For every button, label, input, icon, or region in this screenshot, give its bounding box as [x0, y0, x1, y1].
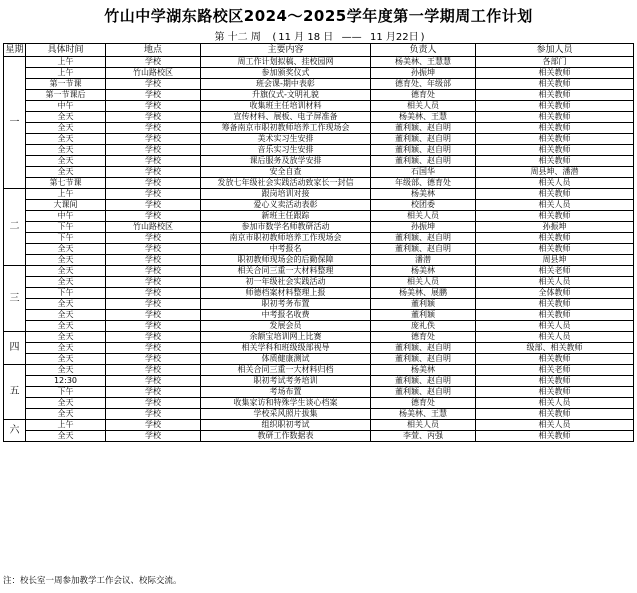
cell-place: 学校 — [106, 112, 201, 123]
cell-place: 学校 — [106, 90, 201, 101]
table-row — [4, 365, 634, 376]
table-row — [4, 90, 634, 101]
cell-time: 全天 — [26, 299, 106, 310]
cell-time: 全天 — [26, 244, 106, 255]
cell-participants: 相关人员 — [476, 321, 634, 332]
cell-time: 下午 — [26, 387, 106, 398]
cell-time: 全天 — [26, 134, 106, 145]
cell-content: 职初考试考务培训 — [201, 376, 371, 387]
cell-place: 竹山路校区 — [106, 222, 201, 233]
cell-content: 发放七年级社会实践活动致家长一封信 — [201, 178, 371, 189]
cell-time: 下午 — [26, 233, 106, 244]
cell-participants: 相关教师 — [476, 431, 634, 442]
week-number: 第 十二 周 — [214, 32, 261, 43]
table-row — [4, 354, 634, 365]
day-label: 四 — [4, 332, 26, 365]
cell-content: 音乐实习生安排 — [201, 145, 371, 156]
cell-owner: 相关人员 — [371, 277, 476, 288]
cell-time: 上午 — [26, 189, 106, 200]
cell-time: 全天 — [26, 277, 106, 288]
cell-place: 学校 — [106, 354, 201, 365]
page-title: 竹山中学湖东路校区2024～2025学年度第一学期周工作计划 — [104, 7, 533, 25]
cell-owner: 杨美林、王慧慧 — [371, 57, 476, 68]
day-label: 三 — [4, 266, 26, 332]
cell-participants: 相关人员 — [476, 332, 634, 343]
table-row — [4, 376, 634, 387]
table-row — [4, 431, 634, 442]
cell-time: 12:30 — [26, 376, 106, 387]
cell-participants: 相关人员 — [476, 398, 634, 409]
header-participants: 参加人员 — [476, 44, 634, 57]
day-label: 五 — [4, 365, 26, 420]
cell-content: 职初考务布置 — [201, 299, 371, 310]
cell-content: 相关合同三重一大材料归档 — [201, 365, 371, 376]
header-time: 具体时间 — [26, 44, 106, 57]
cell-participants: 周县坤 — [476, 255, 634, 266]
cell-time: 中午 — [26, 211, 106, 222]
cell-owner: 德育处 — [371, 90, 476, 101]
cell-content: 体质健康测试 — [201, 354, 371, 365]
cell-time: 全天 — [26, 145, 106, 156]
cell-place: 学校 — [106, 167, 201, 178]
table-row — [4, 134, 634, 145]
cell-time: 全天 — [26, 156, 106, 167]
cell-place: 学校 — [106, 288, 201, 299]
cell-place: 学校 — [106, 244, 201, 255]
cell-time: 第一节课 — [26, 79, 106, 90]
cell-content: 升旗仪式-文明礼貌 — [201, 90, 371, 101]
table-row — [4, 266, 634, 277]
cell-participants: 周县坤、潘潜 — [476, 167, 634, 178]
cell-content: 美术实习生安排 — [201, 134, 371, 145]
table-row — [4, 255, 634, 266]
table-row — [4, 332, 634, 343]
week-separator: —— — [341, 32, 362, 43]
cell-time: 全天 — [26, 112, 106, 123]
cell-owner: 孙振坤 — [371, 222, 476, 233]
table-row — [4, 189, 634, 200]
cell-place: 学校 — [106, 79, 201, 90]
cell-content: 相关合同三重一大材料整理 — [201, 266, 371, 277]
cell-participants: 级部、相关教师 — [476, 343, 634, 354]
cell-time: 大课间 — [26, 200, 106, 211]
cell-owner: 相关人员 — [371, 211, 476, 222]
cell-participants: 相关教师 — [476, 101, 634, 112]
cell-participants: 相关教师 — [476, 244, 634, 255]
cell-participants: 各部门 — [476, 57, 634, 68]
cell-place: 学校 — [106, 123, 201, 134]
table-row — [4, 68, 634, 79]
cell-owner: 石国华 — [371, 167, 476, 178]
cell-owner: 董利颖、赵自明 — [371, 354, 476, 365]
cell-time: 全天 — [26, 266, 106, 277]
day-label: 二 — [4, 189, 26, 266]
table-row — [4, 145, 634, 156]
cell-time: 全天 — [26, 431, 106, 442]
cell-participants: 相关教师 — [476, 409, 634, 420]
cell-place: 学校 — [106, 365, 201, 376]
cell-time: 下午 — [26, 288, 106, 299]
cell-content: 收集家访和特殊学生谈心档案 — [201, 398, 371, 409]
cell-place: 学校 — [106, 266, 201, 277]
cell-content: 中考报名 — [201, 244, 371, 255]
table-row — [4, 222, 634, 233]
table-row — [4, 156, 634, 167]
cell-participants: 相关教师 — [476, 90, 634, 101]
day-label: 六 — [4, 420, 26, 442]
table-row — [4, 321, 634, 332]
cell-owner: 孙振坤 — [371, 68, 476, 79]
cell-participants: 相关教师 — [476, 233, 634, 244]
cell-place: 学校 — [106, 310, 201, 321]
table-row — [4, 343, 634, 354]
cell-time: 全天 — [26, 343, 106, 354]
cell-time: 全天 — [26, 321, 106, 332]
table-row — [4, 288, 634, 299]
cell-owner: 杨美林 — [371, 365, 476, 376]
cell-participants: 相关教师 — [476, 310, 634, 321]
cell-place: 学校 — [106, 332, 201, 343]
week-end: 11 月22日 — [369, 32, 419, 43]
cell-content: 相关学科和班级级部视导 — [201, 343, 371, 354]
header-place: 地点 — [106, 44, 201, 57]
cell-content: 班会课-期中表彰 — [201, 79, 371, 90]
table-row — [4, 387, 634, 398]
cell-owner: 杨美林 — [371, 189, 476, 200]
cell-content: 中考报名收费 — [201, 310, 371, 321]
cell-content: 职初教师现场会的后勤保障 — [201, 255, 371, 266]
cell-owner: 杨美林、展鹏 — [371, 288, 476, 299]
cell-owner: 杨美林、王慧 — [371, 409, 476, 420]
cell-place: 学校 — [106, 189, 201, 200]
cell-time: 第一节课后 — [26, 90, 106, 101]
cell-content: 安全自查 — [201, 167, 371, 178]
cell-time: 中午 — [26, 101, 106, 112]
cell-participants: 孙振坤 — [476, 222, 634, 233]
cell-participants: 相关教师 — [476, 145, 634, 156]
cell-content: 跟岗培训对接 — [201, 189, 371, 200]
footnote: 注：校长室一周参加教学工作会议、校际交流。 — [3, 576, 182, 586]
week-range: 第 十二 周 ( 11 月 18 日 —— 11 月22日 ) — [214, 32, 425, 43]
cell-owner: 董利颖、赵自明 — [371, 376, 476, 387]
cell-participants: 相关人员 — [476, 178, 634, 189]
header-owner: 负责人 — [371, 44, 476, 57]
cell-time: 第七节课 — [26, 178, 106, 189]
cell-place: 学校 — [106, 200, 201, 211]
cell-place: 学校 — [106, 431, 201, 442]
cell-participants: 相关教师 — [476, 156, 634, 167]
cell-place: 学校 — [106, 178, 201, 189]
cell-owner: 杨美林 — [371, 266, 476, 277]
table-row — [4, 57, 634, 68]
cell-place: 学校 — [106, 299, 201, 310]
cell-owner: 庞礼佚 — [371, 321, 476, 332]
day-label: 一 — [4, 57, 26, 189]
cell-time: 全天 — [26, 409, 106, 420]
cell-owner: 董利颖、赵自明 — [371, 387, 476, 398]
cell-owner: 年级部、德育处 — [371, 178, 476, 189]
cell-place: 学校 — [106, 398, 201, 409]
cell-content: 筹备南京市职初教师培养工作现场会 — [201, 123, 371, 134]
table-row — [4, 123, 634, 134]
cell-place: 学校 — [106, 343, 201, 354]
cell-place: 学校 — [106, 255, 201, 266]
cell-place: 学校 — [106, 420, 201, 431]
cell-content: 考场布置 — [201, 387, 371, 398]
cell-participants: 相关人员 — [476, 277, 634, 288]
table-row — [4, 277, 634, 288]
cell-place: 学校 — [106, 387, 201, 398]
cell-participants: 全体教师 — [476, 288, 634, 299]
table-row — [4, 101, 634, 112]
cell-owner: 德育处 — [371, 332, 476, 343]
cell-participants: 相关教师 — [476, 376, 634, 387]
cell-owner: 潘潜 — [371, 255, 476, 266]
cell-participants: 相关教师 — [476, 79, 634, 90]
cell-time: 全天 — [26, 310, 106, 321]
cell-place: 学校 — [106, 145, 201, 156]
cell-content: 参加市数学名师教研活动 — [201, 222, 371, 233]
cell-content: 周工作计划拟稿、挂校园网 — [201, 57, 371, 68]
cell-owner: 董利颖、赵自明 — [371, 134, 476, 145]
cell-participants: 相关教师 — [476, 354, 634, 365]
cell-place: 学校 — [106, 57, 201, 68]
cell-content: 新班主任跟踪 — [201, 211, 371, 222]
cell-content: 收集班主任培训材料 — [201, 101, 371, 112]
cell-owner: 德育处 — [371, 398, 476, 409]
cell-owner: 杨美林、王慧 — [371, 112, 476, 123]
cell-participants: 相关教师 — [476, 123, 634, 134]
cell-place: 竹山路校区 — [106, 68, 201, 79]
cell-participants: 相关人员 — [476, 200, 634, 211]
cell-content: 发展会员 — [201, 321, 371, 332]
schedule-body — [4, 57, 634, 442]
cell-time: 全天 — [26, 167, 106, 178]
cell-time: 全天 — [26, 398, 106, 409]
cell-place: 学校 — [106, 277, 201, 288]
table-row — [4, 233, 634, 244]
cell-owner: 李萱、丙强 — [371, 431, 476, 442]
cell-content: 师德档案材料整理上报 — [201, 288, 371, 299]
cell-time: 全天 — [26, 365, 106, 376]
cell-content: 宣传材料、展板、电子屏准备 — [201, 112, 371, 123]
schedule-table — [3, 43, 634, 442]
cell-participants: 相关教师 — [476, 211, 634, 222]
cell-place: 学校 — [106, 233, 201, 244]
cell-content: 爱心义卖活动表彰 — [201, 200, 371, 211]
cell-content: 余额宝培训网上比赛 — [201, 332, 371, 343]
cell-time: 上午 — [26, 420, 106, 431]
cell-participants: 相关教师 — [476, 112, 634, 123]
cell-participants: 相关教师 — [476, 134, 634, 145]
cell-time: 上午 — [26, 57, 106, 68]
cell-participants: 相关老师 — [476, 365, 634, 376]
cell-place: 学校 — [106, 321, 201, 332]
header-row — [4, 44, 634, 57]
cell-owner: 董利颖 — [371, 310, 476, 321]
table-row — [4, 79, 634, 90]
cell-place: 学校 — [106, 101, 201, 112]
cell-place: 学校 — [106, 211, 201, 222]
cell-place: 学校 — [106, 134, 201, 145]
cell-time: 全天 — [26, 354, 106, 365]
cell-participants: 相关教师 — [476, 299, 634, 310]
table-row — [4, 244, 634, 255]
cell-owner: 董利颖、赵自明 — [371, 343, 476, 354]
table-row — [4, 310, 634, 321]
table-row — [4, 200, 634, 211]
table-row — [4, 409, 634, 420]
cell-owner: 董利颖、赵自明 — [371, 233, 476, 244]
cell-time: 上午 — [26, 68, 106, 79]
table-row — [4, 167, 634, 178]
cell-participants: 相关人员 — [476, 420, 634, 431]
cell-owner: 董利颖、赵自明 — [371, 244, 476, 255]
cell-participants: 相关教师 — [476, 68, 634, 79]
table-row — [4, 299, 634, 310]
cell-place: 学校 — [106, 156, 201, 167]
cell-place: 学校 — [106, 409, 201, 420]
cell-time: 全天 — [26, 255, 106, 266]
cell-time: 下午 — [26, 222, 106, 233]
table-row — [4, 178, 634, 189]
header-day: 星期 — [5, 45, 24, 55]
table-row — [4, 211, 634, 222]
table-row — [4, 420, 634, 431]
cell-participants: 相关老师 — [476, 266, 634, 277]
table-row — [4, 112, 634, 123]
cell-participants: 相关教师 — [476, 189, 634, 200]
header-content: 主要内容 — [201, 44, 371, 57]
table-row — [4, 398, 634, 409]
cell-time: 全天 — [26, 123, 106, 134]
cell-owner: 相关人员 — [371, 101, 476, 112]
cell-owner: 相关人员 — [371, 420, 476, 431]
cell-owner: 董利颖、赵自明 — [371, 123, 476, 134]
cell-time: 全天 — [26, 332, 106, 343]
cell-owner: 董利颖 — [371, 299, 476, 310]
cell-participants: 相关教师 — [476, 387, 634, 398]
cell-content: 教研工作数据表 — [201, 431, 371, 442]
cell-content: 课后服务及放学安排 — [201, 156, 371, 167]
cell-owner: 董利颖、赵自明 — [371, 145, 476, 156]
cell-content: 南京市职初教师培养工作现场会 — [201, 233, 371, 244]
cell-owner: 校团委 — [371, 200, 476, 211]
cell-owner: 德育处、年级部 — [371, 79, 476, 90]
week-start: 11 月 18 日 — [278, 32, 334, 43]
cell-content: 学校采风照片拔集 — [201, 409, 371, 420]
cell-content: 参加颁奖仪式 — [201, 68, 371, 79]
cell-owner: 董利颖、赵自明 — [371, 156, 476, 167]
cell-content: 初一年级社会实践活动 — [201, 277, 371, 288]
cell-place: 学校 — [106, 376, 201, 387]
cell-content: 组织职初考试 — [201, 420, 371, 431]
